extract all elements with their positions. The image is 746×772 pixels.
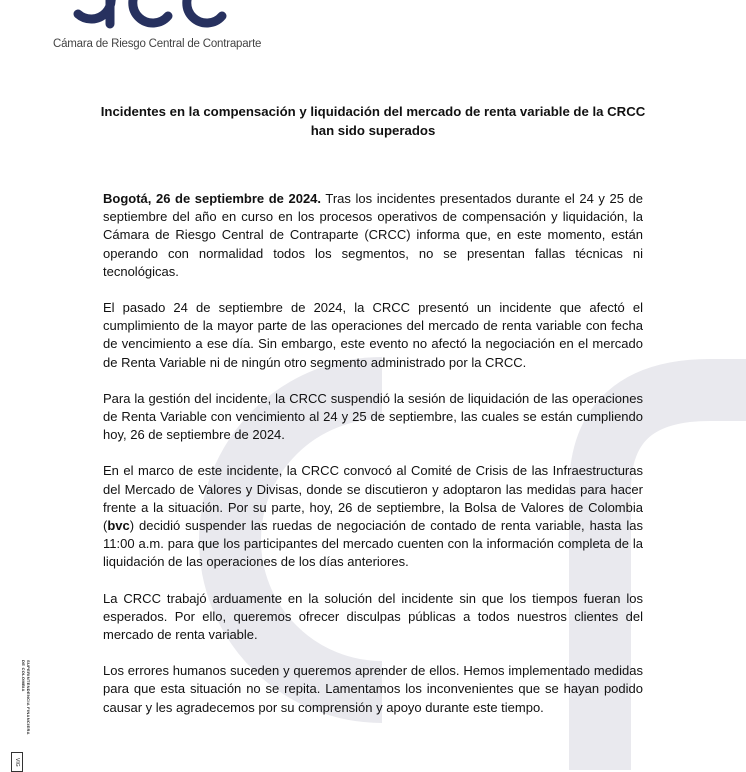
superintendencia-stamp (3, 660, 31, 770)
paragraph-4 (103, 462, 643, 571)
paragraph-4-text-a: En el marco de este incidente, la CRCC convocó al Comité de Crisis de las Infraestructuras del Mercado de Valores y Divisas, donde se discutieron y adoptaron las medidas para hacer frente a la situación. Por su parte, hoy, 26 de septiembre, la Bolsa de Valores de Colombia ( (103, 463, 643, 534)
paragraph-4-text-b: ) decidió suspender las ruedas de negociación de contado de renta variable, hasta las 11:00 a.m. para que los participantes del mercado cuenten con la información completa de la liquidación de las operaciones de los días anteriores. (103, 518, 643, 570)
crcc-logo (50, 0, 250, 32)
paragraph-5: La CRCC trabajó arduamente en la solución del incidente sin que los tiempos fueran los esperados. Por ello, queremos ofrecer disculpas públicas a todos nuestros clientes del mercado de renta variable. (103, 590, 643, 643)
bvc-bold: bvc (107, 518, 130, 534)
paragraph-3: Para la gestión del incidente, la CRCC suspendió la sesión de liquidación de las operaciones de Renta Variable con vencimiento al 24 y 25 de septiembre, las cuales se están cumpliendo hoy, 26 de septiembre de 2024. (103, 390, 643, 443)
paragraph-1-text: Tras los incidentes presentados durante el 24 y 25 de septiembre del año en curso en los procesos operativos de compensación y liquidación, la Cámara de Riesgo Central de Contraparte (CRCC) informa que, en este momento, están operando con normalidad todos los segmentos, no se presentan fallas técnicas ni tecnológicas. (103, 191, 643, 279)
stamp-line-2: DE COLOMBIA (21, 660, 26, 692)
body-text (103, 190, 643, 735)
dateline: Bogotá, 26 de septiembre de 2024. (103, 191, 322, 206)
paragraph-6: Los errores humanos suceden y queremos aprender de ellos. Hemos implementado medidas para que esta situación no se repita. Lamentamos los inconvenientes que se hayan podido causar y les agradecemos por su comprensión y apoyo durante este tiempo. (103, 663, 643, 715)
stamp-box: VIG (11, 752, 23, 772)
page-title (100, 102, 646, 140)
logo-subtitle: Cámara de Riesgo Central de Contraparte (53, 38, 262, 50)
title-line-2: han sido superados (310, 123, 436, 138)
title-line-1: Incidentes en la compensación y liquidación del mercado de renta variable de la CRCC (100, 104, 646, 119)
paragraph-1 (103, 190, 643, 281)
paragraph-2: El pasado 24 de septiembre de 2024, la CRCC presentó un incidente que afectó el cumplimiento de la mayor parte de las operaciones del mercado de renta variable con fecha de vencimiento a ese día. Sin embargo, este evento no afectó la negociación en el mercado de Renta Variable ni de ningún otro segmento administrado por la CRCC. (103, 300, 643, 370)
stamp-line-1: SUPERINTENDENCIA FINANCIERA (26, 660, 31, 735)
